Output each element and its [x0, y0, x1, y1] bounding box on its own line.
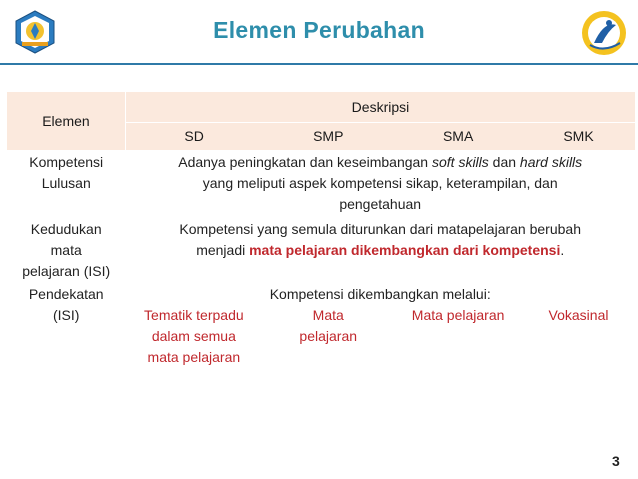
slide-title: Elemen Perubahan	[213, 17, 425, 43]
description-line: Kompetensi yang semula diturunkan dari matapelajaran berubah	[179, 221, 581, 237]
level-text-line: Mata pelajaran	[411, 307, 505, 323]
page-number: 3	[612, 453, 620, 469]
education-program-badge-icon	[580, 9, 628, 57]
description-line	[125, 152, 635, 173]
level-text-line: Tematik terpadu	[144, 307, 244, 323]
description-italic-text: hard skills	[519, 154, 583, 170]
header-level-sma: SMA	[394, 123, 522, 151]
description-text: .	[560, 242, 565, 258]
level-cell-sma	[394, 305, 522, 368]
slide-header	[0, 0, 638, 66]
description-italic-text: soft skills	[431, 154, 489, 170]
row-intro: Kompetensi dikembangkan melalui:	[269, 286, 491, 302]
row-label-line: (ISI)	[52, 307, 80, 323]
row-label-line: pelajaran (ISI)	[22, 263, 111, 279]
description-line: pengetahuan	[339, 196, 422, 212]
level-text-line: Mata	[312, 307, 344, 323]
description-line: yang meliputi aspek kompetensi sikap, keterampilan, dan	[202, 175, 558, 191]
level-text-line: dalam semua	[151, 328, 236, 344]
level-text-line: pelajaran	[299, 328, 358, 344]
row-description	[125, 215, 635, 282]
row-label	[7, 215, 125, 282]
changes-table	[7, 92, 635, 368]
row-label-line: Pendekatan	[28, 286, 104, 302]
header-level-sd: SD	[125, 123, 262, 151]
level-cell-smk	[522, 305, 635, 368]
header-elemen: Elemen	[7, 92, 125, 150]
table-row-kedudukan	[7, 215, 635, 282]
header-deskripsi: Deskripsi	[125, 92, 635, 123]
row-label-line: Lulusan	[41, 175, 91, 191]
row-label-line: Kompetensi	[29, 154, 104, 170]
row-label-line: mata	[50, 242, 82, 258]
description-text: Adanya peningkatan dan keseimbangan	[178, 154, 432, 170]
description-line	[125, 240, 635, 261]
row-description	[125, 150, 635, 215]
table-row-pendekatan	[7, 282, 635, 305]
description-highlight-text: mata pelajaran dikembangkan dari kompetensi	[249, 242, 561, 258]
header-level-smk: SMK	[522, 123, 635, 151]
row-label-line: Kedudukan	[30, 221, 102, 237]
header-level-smp: SMP	[262, 123, 394, 151]
description-text: menjadi	[196, 242, 250, 258]
header-rule	[0, 63, 638, 65]
table-row-kompetensi	[7, 150, 635, 215]
level-text-line: Vokasinal	[548, 307, 609, 323]
level-cell-sd	[125, 305, 262, 368]
level-cell-smp	[262, 305, 394, 368]
description-text: dan	[488, 154, 520, 170]
table-header-row	[7, 92, 635, 123]
row-label	[7, 282, 125, 368]
row-label	[7, 150, 125, 215]
level-text-line: mata pelajaran	[147, 349, 241, 365]
